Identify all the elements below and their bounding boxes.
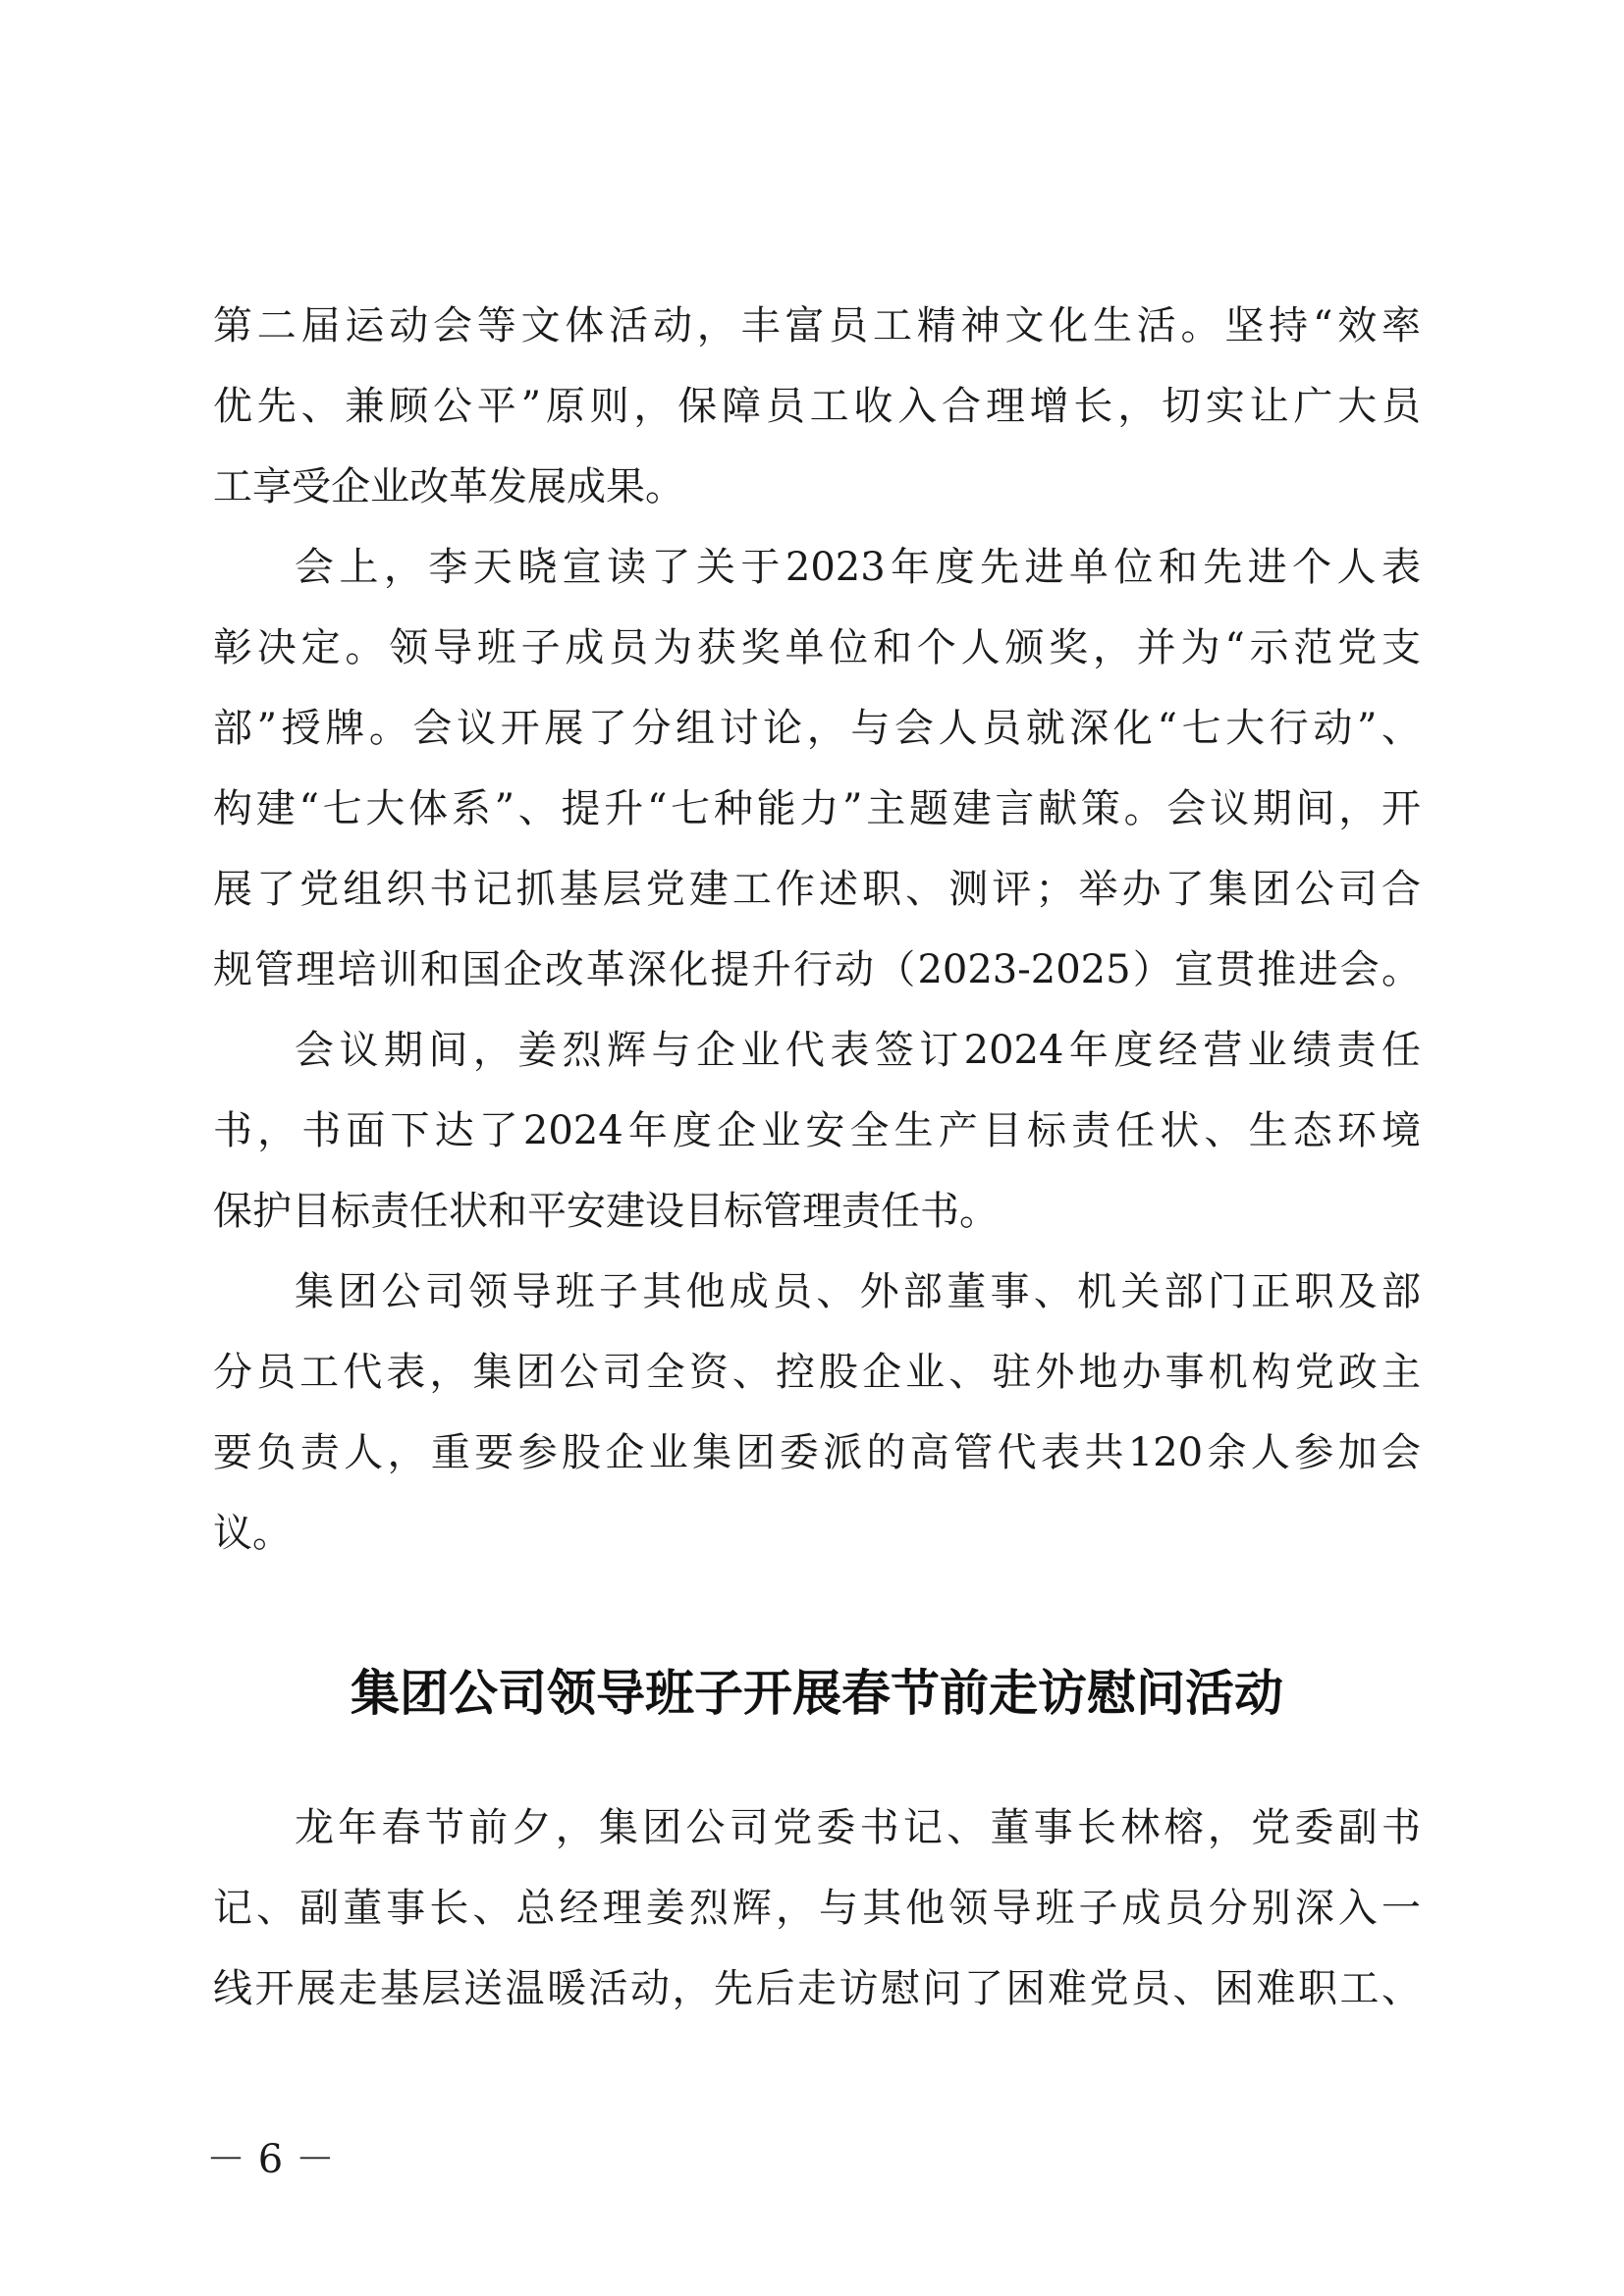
- article-title: 集团公司领导班子开展春节前走访慰问活动: [351, 1665, 1283, 1722]
- paragraph-line: 要负责人，重要参股企业集团委派的高管代表共120余人参加会: [213, 1430, 1421, 1475]
- paragraph-line: 彰决定。领导班子成员为获奖单位和个人颁奖，并为“示范党支: [213, 625, 1421, 670]
- paragraph-line: 会议期间，姜烈辉与企业代表签订2024年度经营业绩责任: [295, 1028, 1421, 1073]
- page-number: － 6 －: [206, 2137, 335, 2182]
- paragraph-line: 构建“七大体系”、提升“七种能力”主题建言献策。会议期间，开: [213, 786, 1421, 831]
- paragraph-line: 线开展走基层送温暖活动，先后走访慰问了困难党员、困难职工、: [213, 1966, 1421, 2011]
- paragraph-line: 记、副董事长、总经理姜烈辉，与其他领导班子成员分别深入一: [213, 1886, 1421, 1931]
- paragraph-line: 议。: [213, 1511, 292, 1556]
- paragraph-line: 集团公司领导班子其他成员、外部董事、机关部门正职及部: [295, 1269, 1421, 1314]
- paragraph-line: 书，书面下达了2024年度企业安全生产目标责任状、生态环境: [213, 1108, 1421, 1153]
- paragraph-line: 分员工代表，集团公司全资、控股企业、驻外地办事机构党政主: [213, 1350, 1421, 1395]
- paragraph-line: 第二届运动会等文体活动，丰富员工精神文化生活。坚持“效率: [213, 303, 1421, 348]
- paragraph-line: 优先、兼顾公平”原则，保障员工收入合理增长，切实让广大员: [213, 384, 1421, 429]
- paragraph-line: 规管理培训和国企改革深化提升行动（2023-2025）宣贯推进会。: [213, 947, 1421, 992]
- paragraph-line: 龙年春节前夕，集团公司党委书记、董事长林榕，党委副书: [295, 1805, 1421, 1850]
- paragraph-line: 会上，李天晓宣读了关于2023年度先进单位和先进个人表: [295, 545, 1421, 590]
- paragraph-line: 部”授牌。会议开展了分组讨论，与会人员就深化“七大行动”、: [213, 706, 1421, 751]
- paragraph-line: 工享受企业改革发展成果。: [213, 464, 684, 509]
- paragraph-line: 保护目标责任状和平安建设目标管理责任书。: [213, 1189, 999, 1234]
- paragraph-line: 展了党组织书记抓基层党建工作述职、测评；举办了集团公司合: [213, 867, 1421, 912]
